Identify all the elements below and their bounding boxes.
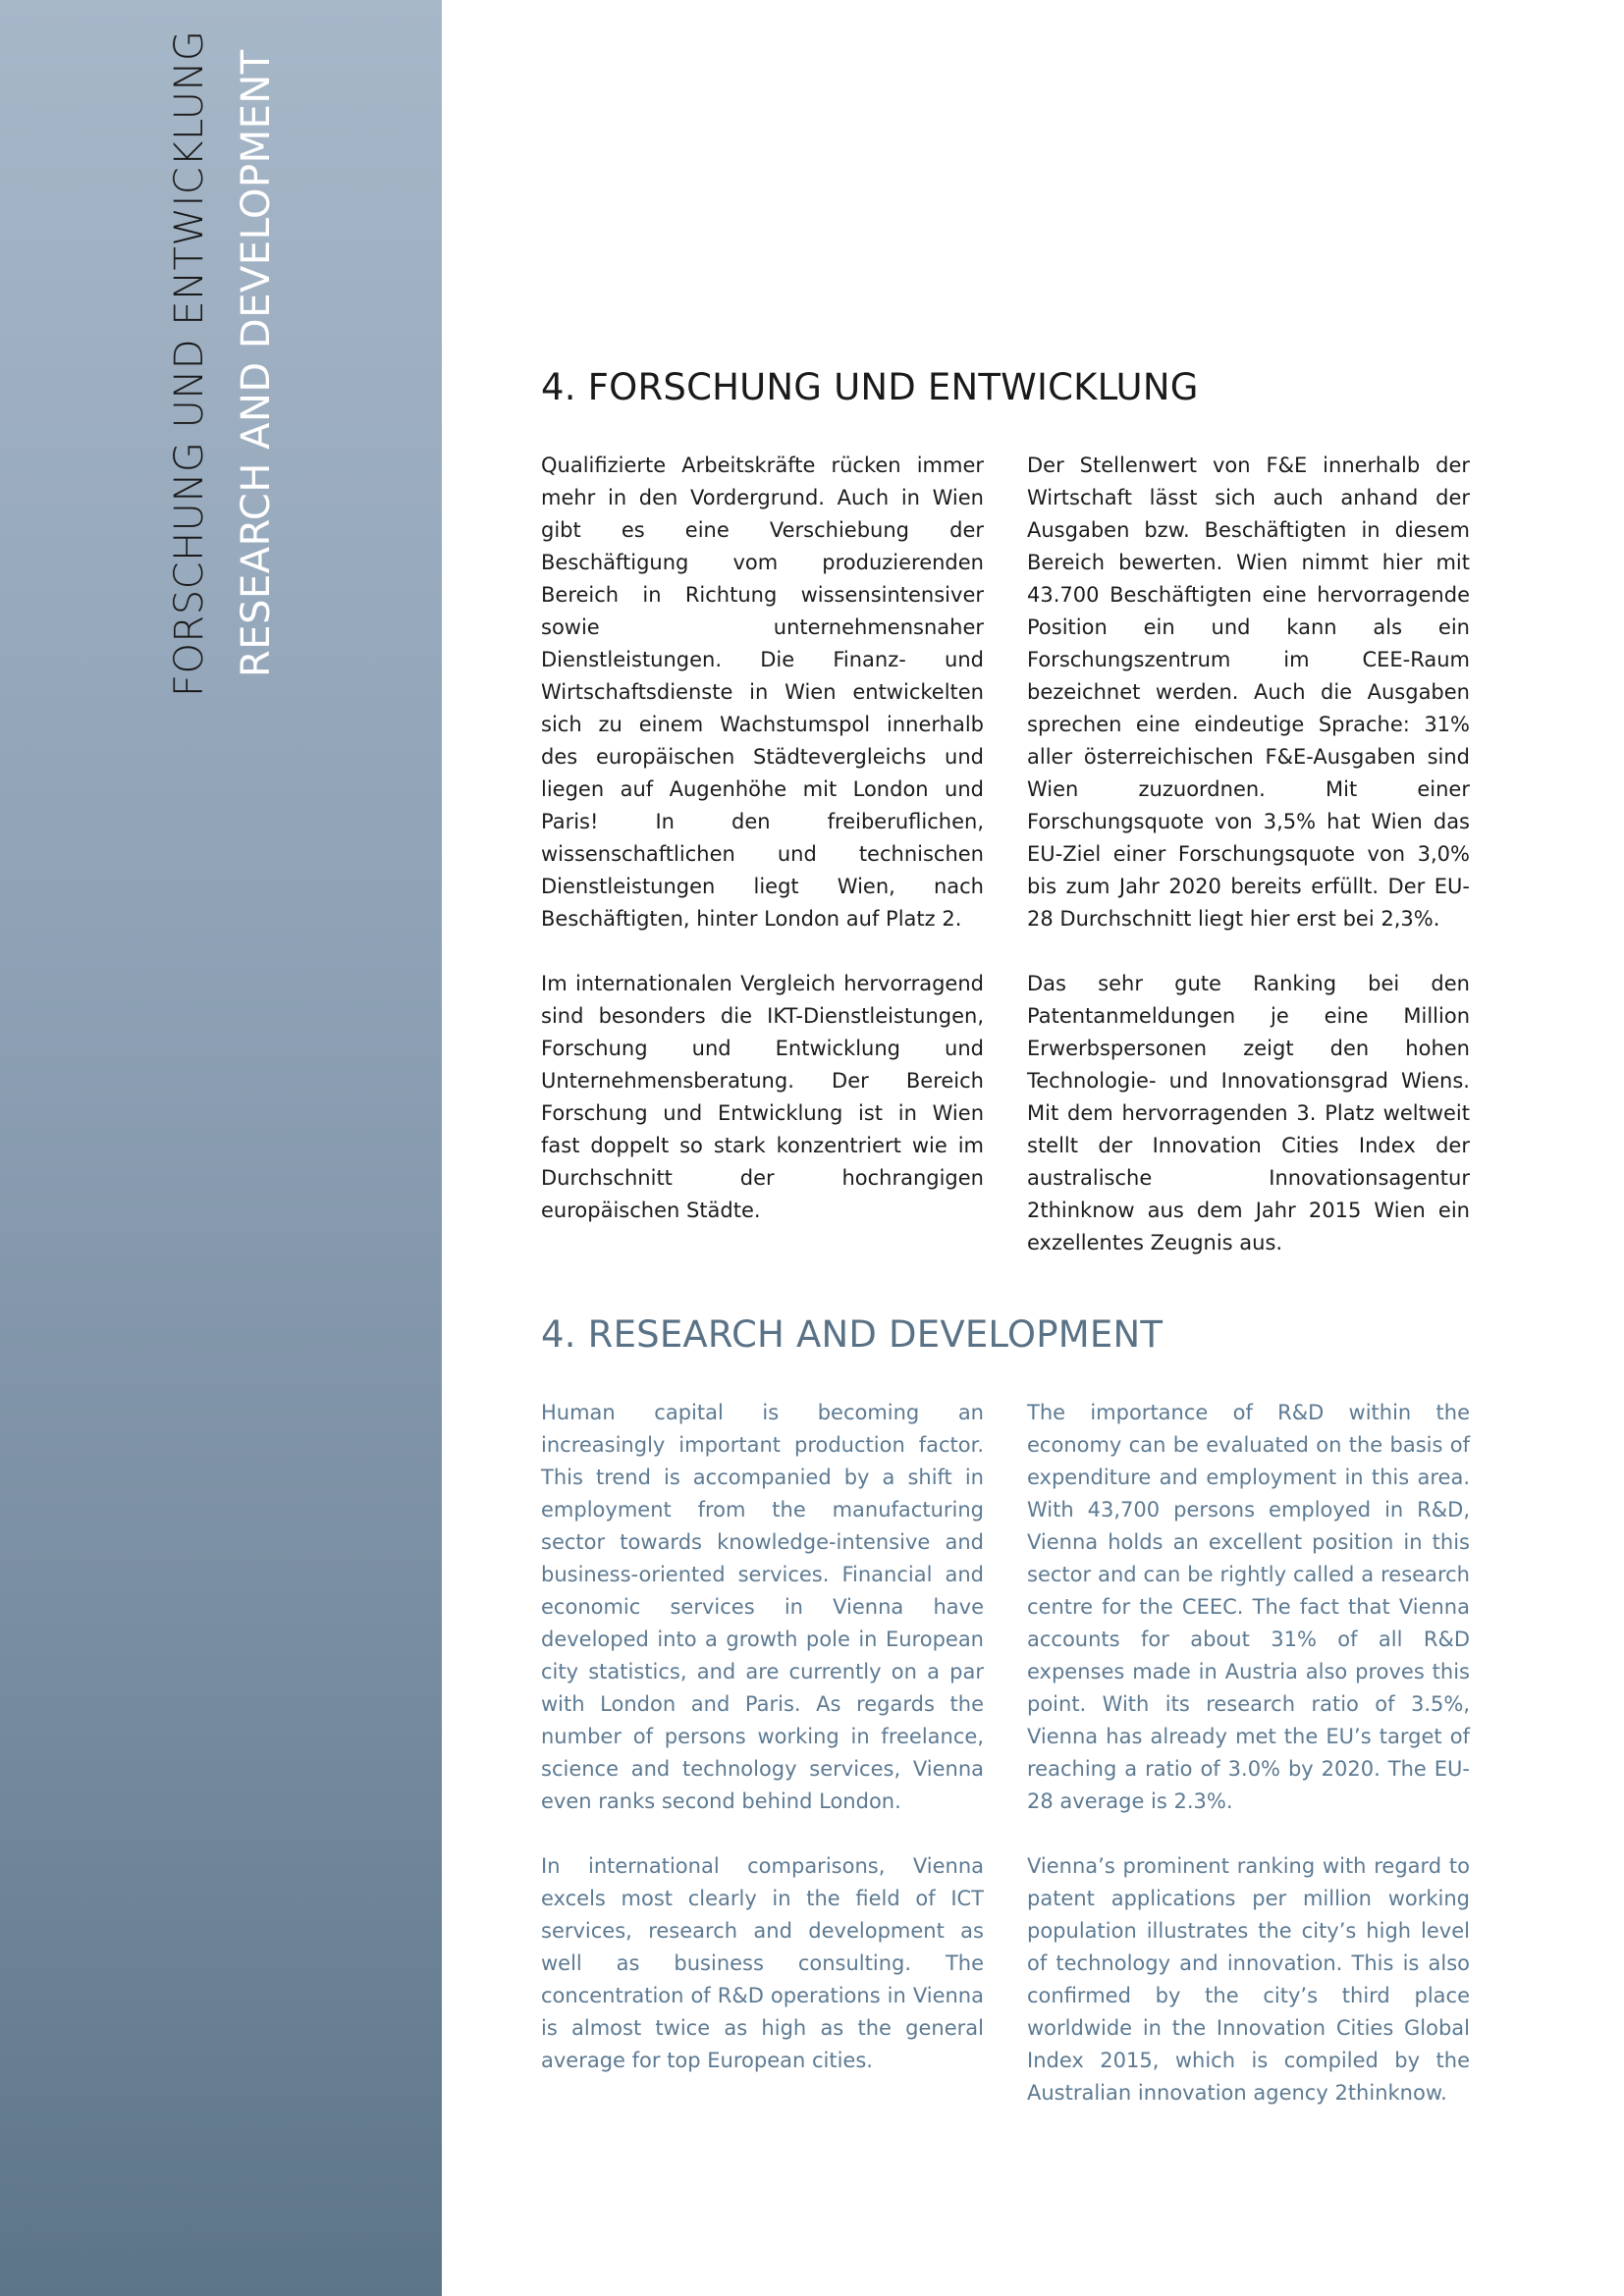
paragraph: In international comparisons, Vienna excels most clearly in the field of ICT services, research and development as well as business consulting. The concentration of R&D operations in Vienna is almost twice as high as the general average for top European cities. [541, 1854, 984, 2072]
paragraph: Qualifizierte Arbeitskräfte rücken immer mehr in den Vordergrund. Auch in Wien gibt es eine Verschiebung der Beschäftigung vom produzierenden Bereich in Richtung wissensintensiver sowie unternehmensnaher Dienstleistungen. Die Finanz- und Wirtschaftsdienste in Wien entwickelten sich zu einem Wachstumspol innerhalb des europäischen Städtevergleichs und liegen auf Augenhöhe mit London und Paris! In den freiberuflichen, wissenschaftlichen und technischen Dienstleistungen liegt Wien, nach Beschäftigten, hinter London auf Platz 2. [541, 454, 984, 931]
column-english-right [1027, 1397, 1470, 2109]
sidebar-titles [165, 30, 281, 697]
main-content [541, 363, 1470, 2109]
heading-english: 4. RESEARCH AND DEVELOPMENT [541, 1313, 1164, 1356]
column-english-left [541, 1397, 984, 2109]
section-english [541, 1310, 1470, 2109]
sidebar-title-german: FORSCHUNG UND ENTWICKLUNG [167, 29, 212, 697]
sidebar-title-english: RESEARCH AND DEVELOPMENT [234, 49, 279, 677]
sidebar-panel [0, 0, 442, 2296]
paragraph: Vienna’s prominent ranking with regard to patent applications per million working population illustrates the city’s high level of technology and innovation. This is also confirmed by the city’s third place worldwide in the Innovation Cities Global Index 2015, which is compiled by the Australian innovation agency 2thinknow. [1027, 1854, 1470, 2105]
column-german-right [1027, 450, 1470, 1259]
paragraph: Der Stellenwert von F&E innerhalb der Wirtschaft lässt sich auch anhand der Ausgaben bzw. Beschäftigten in diesem Bereich bewerten. Wien nimmt hier mit 43.700 Beschäftigten eine hervorragende Position ein und kann als ein Forschungszentrum im CEE-Raum bezeichnet werden. Auch die Ausgaben sprechen eine eindeutige Sprache: 31% aller österreichischen F&E-Ausgaben sind Wien zuzuordnen. Mit einer Forschungsquote von 3,5% hat Wien das EU-Ziel einer Forschungsquote von 3,0% bis zum Jahr 2020 bereits erfüllt. Der EU-28 Durchschnitt liegt hier erst bei 2,3%. [1027, 454, 1470, 931]
column-german-left [541, 450, 984, 1259]
columns-german [541, 450, 1470, 1259]
section-german [541, 363, 1470, 1259]
paragraph: Das sehr gute Ranking bei den Patentanmeldungen je eine Million Erwerbspersonen zeigt den hohen Technologie- und Innovationsgrad Wiens. Mit dem hervorragenden 3. Platz weltweit stellt der Innovation Cities Index der australische Innovationsagentur 2thinknow aus dem Jahr 2015 Wien ein exzellentes Zeugnis aus. [1027, 972, 1470, 1255]
paragraph: Im internationalen Vergleich hervorragend sind besonders die IKT-Dienstleistungen, Forschung und Entwicklung und Unternehmensberatung. Der Bereich Forschung und Entwicklung ist in Wien fast doppelt so stark konzentriert wie im Durchschnitt der hochrangigen europäischen Städte. [541, 972, 984, 1222]
paragraph: The importance of R&D within the economy can be evaluated on the basis of expenditure and employment in this area. With 43,700 persons employed in R&D, Vienna holds an excellent position in this sector and can be rightly called a research centre for the CEEC. The fact that Vienna accounts for about 31% of all R&D expenses made in Austria also proves this point. With its research ratio of 3.5%, Vienna has already met the EU’s target of reaching a ratio of 3.0% by 2020. The EU-28 average is 2.3%. [1027, 1401, 1470, 1813]
columns-english [541, 1397, 1470, 2109]
paragraph: Human capital is becoming an increasingly important production factor. This trend is accompanied by a shift in employment from the manufacturing sector towards knowledge-intensive and business-oriented services. Financial and economic services in Vienna have developed into a growth pole in European city statistics, and are currently on a par with London and Paris. As regards the number of persons working in freelance, science and technology services, Vienna even ranks second behind London. [541, 1401, 984, 1813]
heading-german: 4. FORSCHUNG UND ENTWICKLUNG [541, 366, 1199, 408]
